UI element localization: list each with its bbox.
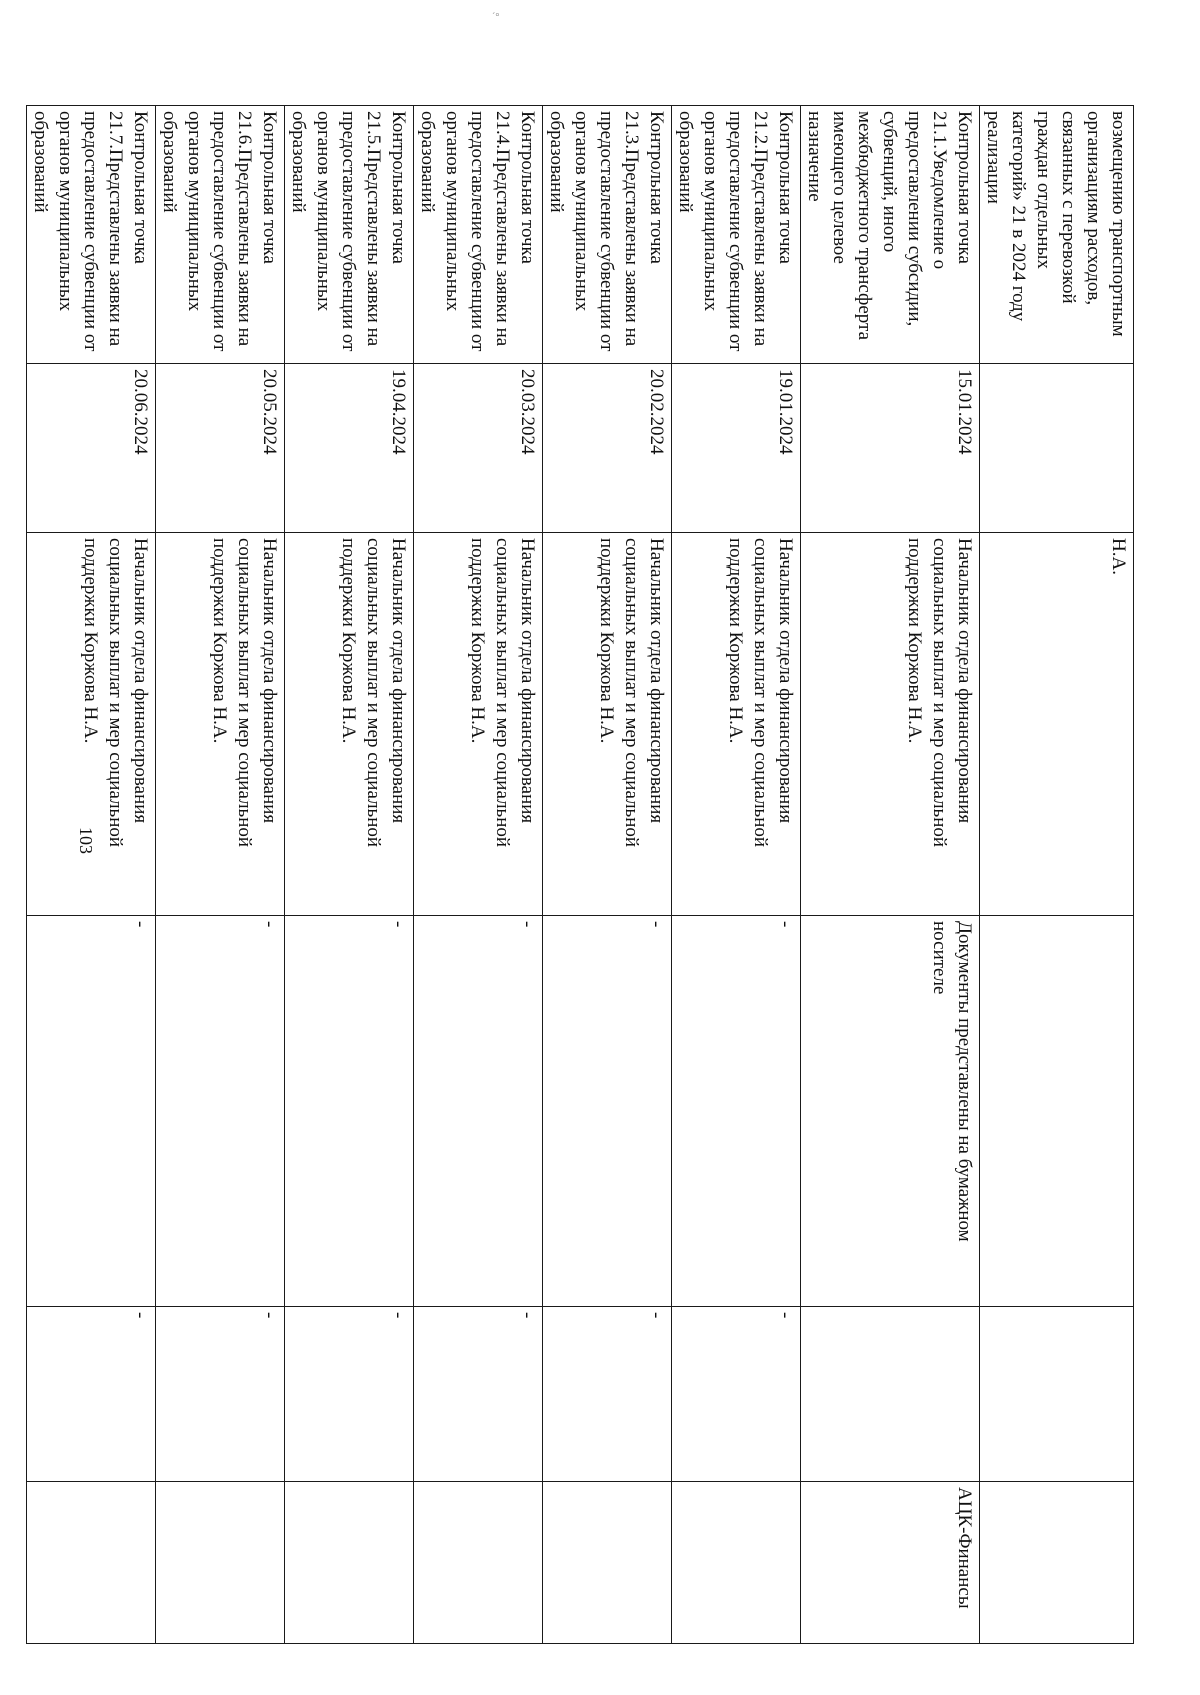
responsible-cell: Начальник отдела финансирования социальных выплат и мер социальной поддержки Коржова Н.А. [27, 533, 156, 916]
event-name-cell: возмещению транспортным организациям расходов, связанных с перевозкой граждан отдельных категорий» 21 в 2024 году реализации [980, 106, 1134, 364]
document-cell: - [414, 916, 543, 1307]
table-row [801, 106, 980, 1644]
document-cell: - [543, 916, 672, 1307]
table-row [672, 106, 801, 1644]
deadline-cell: 20.02.2024 [543, 364, 672, 533]
type-cell [980, 1307, 1134, 1482]
scan-mark: ´° [492, 12, 500, 23]
info-system-cell [980, 1482, 1134, 1644]
type-cell: - [156, 1307, 285, 1482]
document-cell: - [156, 916, 285, 1307]
responsible-cell: Начальник отдела финансирования социальных выплат и мер социальной поддержки Коржова Н.А. [156, 533, 285, 916]
deadline-cell [980, 364, 1134, 533]
info-system-cell: АЦК-Финансы [801, 1482, 980, 1644]
info-system-cell [672, 1482, 801, 1644]
table-row [285, 106, 414, 1644]
type-cell: - [672, 1307, 801, 1482]
document-cell: - [672, 916, 801, 1307]
deadline-cell: 15.01.2024 [801, 364, 980, 533]
document-cell: - [27, 916, 156, 1307]
page-number-text: 103 [75, 826, 96, 854]
table-row [980, 106, 1134, 1644]
responsible-cell: Начальник отдела финансирования социальных выплат и мер социальной поддержки Коржова Н.А. [414, 533, 543, 916]
event-name-cell: Контрольная точка 21.5.Представлены заявки на предоставление субвенции от органов муниципальных образований [285, 106, 414, 364]
document-cell [980, 916, 1134, 1307]
event-name-cell: Контрольная точка 21.2.Представлены заявки на предоставление субвенции от органов муниципальных образований [672, 106, 801, 364]
type-cell: - [543, 1307, 672, 1482]
document-cell: Документы представлены на бумажном носителе [801, 916, 980, 1307]
table-row [27, 106, 156, 1644]
type-cell: - [27, 1307, 156, 1482]
event-name-cell: Контрольная точка 21.4.Представлены заявки на предоставление субвенции от органов муниципальных образований [414, 106, 543, 364]
event-name-cell: Контрольная точка 21.1.Уведомление о предоставлении субсидии, субвенций, иного межбюджетного трансферта имеющего целевое назначение [801, 106, 980, 364]
deadline-cell: 20.06.2024 [27, 364, 156, 533]
table-row [156, 106, 285, 1644]
control-points-table [26, 105, 1134, 1644]
info-system-cell [156, 1482, 285, 1644]
type-cell: - [414, 1307, 543, 1482]
document-cell: - [285, 916, 414, 1307]
responsible-cell: Начальник отдела финансирования социальных выплат и мер социальной поддержки Коржова Н.А. [285, 533, 414, 916]
event-name-cell: Контрольная точка 21.7.Представлены заявки на предоставление субвенции от органов муниципальных образований [27, 106, 156, 364]
deadline-cell: 20.03.2024 [414, 364, 543, 533]
info-system-cell [27, 1482, 156, 1644]
info-system-cell [543, 1482, 672, 1644]
deadline-cell: 19.01.2024 [672, 364, 801, 533]
type-cell: - [285, 1307, 414, 1482]
event-name-cell: Контрольная точка 21.3.Представлены заявки на предоставление субвенции от органов муниципальных образований [543, 106, 672, 364]
responsible-cell: Начальник отдела финансирования социальных выплат и мер социальной поддержки Коржова Н.А. [672, 533, 801, 916]
deadline-cell: 20.05.2024 [156, 364, 285, 533]
type-cell [801, 1307, 980, 1482]
table-row [543, 106, 672, 1644]
info-system-cell [414, 1482, 543, 1644]
deadline-cell: 19.04.2024 [285, 364, 414, 533]
table-row [414, 106, 543, 1644]
responsible-cell: Н.А. [980, 533, 1134, 916]
responsible-cell: Начальник отдела финансирования социальных выплат и мер социальной поддержки Коржова Н.А. [801, 533, 980, 916]
responsible-cell: Начальник отдела финансирования социальных выплат и мер социальной поддержки Коржова Н.А. [543, 533, 672, 916]
info-system-cell [285, 1482, 414, 1644]
event-name-cell: Контрольная точка 21.6.Представлены заявки на предоставление субвенции от органов муниципальных образований [156, 106, 285, 364]
